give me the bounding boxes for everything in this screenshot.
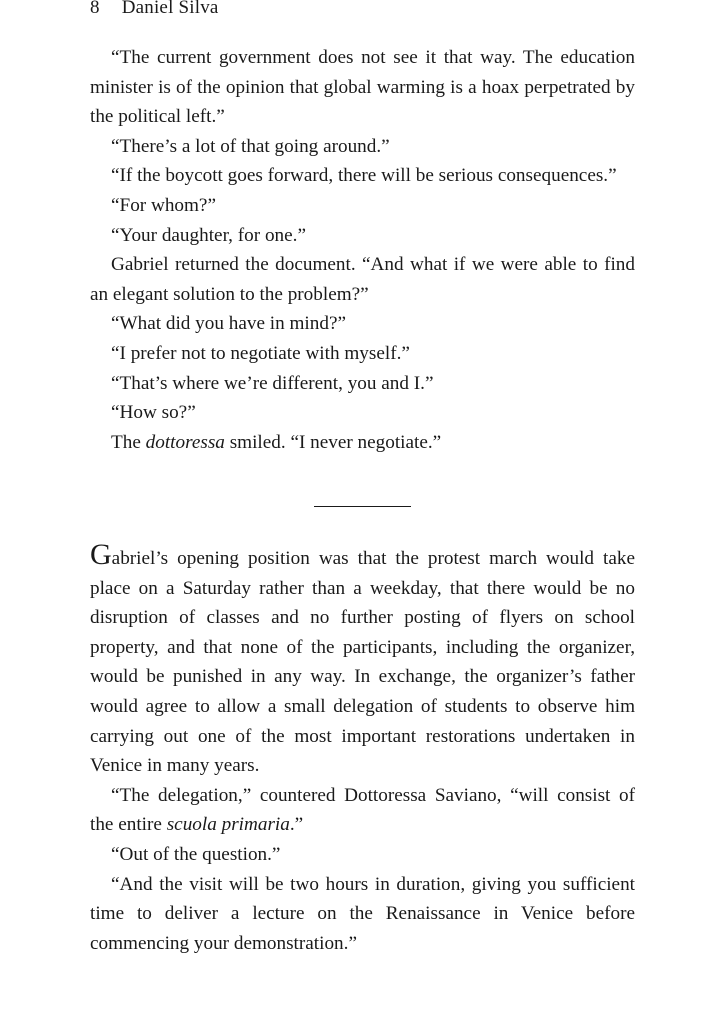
paragraph: “Out of the question.” <box>111 843 281 865</box>
paragraph <box>90 781 635 840</box>
paragraph: “The current government does not see it that way. The education minister is of the opinion that global warming is a hoax perpetrated by the political left.” <box>90 47 635 128</box>
paragraph: “I prefer not to negotiate with myself.” <box>111 342 410 364</box>
text-run: The <box>111 431 146 453</box>
paragraph: “If the boycott goes forward, there will be serious consequences.” <box>111 165 617 187</box>
opening-paragraph <box>90 538 635 781</box>
text-run: abriel’s opening position was that the protest march would take place on a Saturday rather than a weekday, that there would be no disruption of classes and no further posting of flyers on school property, and that none of the participants, including the organizer, would be punished in any way. In exchange, the organizer’s father would agree to allow a small delegation of students to observe him carrying out one of the most important restorations undertaken in Venice in many years. <box>90 548 635 777</box>
author-name: Daniel Silva <box>121 0 219 18</box>
text-run: smiled. “I never negotiate.” <box>224 431 442 453</box>
section-negotiation <box>90 538 635 958</box>
paragraph: “Your daughter, for one.” <box>111 224 306 246</box>
paragraph: “How so?” <box>111 402 196 424</box>
italic-text: scuola primaria <box>166 814 290 836</box>
paragraph: “And the visit will be two hours in duration, giving you sufficient time to deliver a lecture on the Renaissance in Venice before commencing your demonstration.” <box>90 873 635 954</box>
italic-text: dottoressa <box>145 431 225 453</box>
paragraph: Gabriel returned the document. “And what if we were able to find an elegant solution to the problem?” <box>90 254 635 305</box>
running-header <box>90 0 219 20</box>
text-run: .” <box>289 814 304 836</box>
paragraph: “There’s a lot of that going around.” <box>111 135 390 157</box>
section-divider <box>314 506 411 507</box>
section-dialogue <box>90 43 635 457</box>
paragraph <box>90 428 635 458</box>
text-run: “The delegation,” countered Dottoressa Saviano, “will consist of the entire <box>90 784 635 836</box>
drop-cap: G <box>90 538 112 571</box>
page-number: 8 <box>90 0 100 18</box>
paragraph: “That’s where we’re different, you and I.” <box>111 372 434 394</box>
paragraph: “For whom?” <box>111 194 216 216</box>
paragraph: “What did you have in mind?” <box>111 313 346 335</box>
